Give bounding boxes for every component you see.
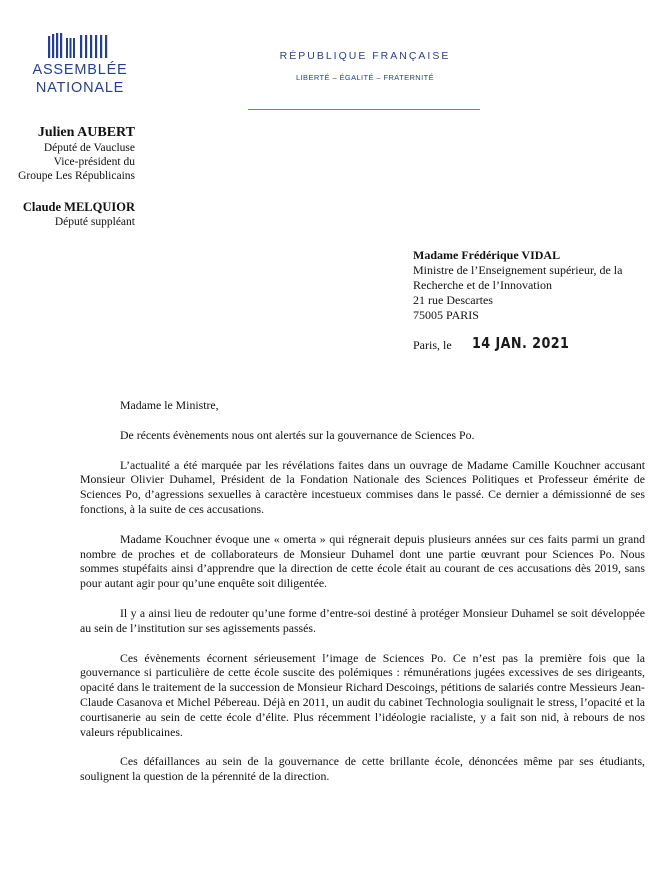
- paragraph-1: De récents évènements nous ont alertés sur la gouvernance de Sciences Po.: [120, 427, 475, 442]
- logo-line-2: NATIONALE: [35, 80, 125, 96]
- recipient-line-1: Ministre de l’Enseignement supérieur, de la: [413, 263, 623, 277]
- republic-header: [240, 50, 490, 82]
- recipient-name: Madame Frédérique VIDAL: [413, 248, 561, 262]
- recipient-block: [413, 248, 663, 323]
- letter-body: [80, 398, 645, 784]
- republic-motto: LIBERTÉ – ÉGALITÉ – FRATERNITÉ: [295, 73, 434, 82]
- paragraph-2: L’actualité a été marquée par les révélations faites dans un ouvrage de Madame Camille Kouchner accusant Monsieur Olivier Duhamel, Président de la Fondation Nationale des Sciences Politiques et Professeur émérite de Sciences Po, d’agressions sexuelles à caractère incestueux commises dans le passé. Ce dernier a démissionné de ses fonctions, à la suite de ces accusations.: [80, 457, 645, 516]
- logo-line-1: ASSEMBLÉE: [32, 62, 128, 78]
- hemicycle-icon: [44, 30, 116, 60]
- date-stamp: 14 JAN. 2021: [472, 334, 570, 352]
- substitute-name: Claude MELQUIOR: [22, 200, 135, 214]
- sender-role-2: Vice-président du: [53, 156, 135, 168]
- recipient-line-3: 21 rue Descartes: [413, 293, 493, 307]
- header-divider: [248, 109, 480, 110]
- republic-title: RÉPUBLIQUE FRANÇAISE: [279, 50, 451, 62]
- sender-name: Julien AUBERT: [37, 125, 135, 140]
- paragraph-3: Madame Kouchner évoque une « omerta » qui régnerait depuis plusieurs années sur ces faits parmi un grand nombre de proches et de collaborateurs de Monsieur Duhamel dont une partie œuvrant pour Sciences Po. Nous sommes stupéfaits ainsi d’apprendre que la direction de cette école était au courant de ces accusations dès 2019, sans pour autant agir pour qu’une enquête soit diligentée.: [80, 531, 645, 591]
- dateline-place: Paris, le: [413, 338, 452, 352]
- substitute-role: Député suppléant: [54, 216, 135, 228]
- paragraph-6: Ces défaillances au sein de la gouvernance de cette brillante école, dénoncées même par ses étudiants, soulignent la question de la pérennité de la direction.: [80, 754, 645, 784]
- substitute-block: [0, 200, 135, 229]
- paragraph-4: Il y a ainsi lieu de redouter qu’une forme d’entre-soi destiné à protéger Monsieur Duhamel se soit développée au sein de l’institution sur ses agissements passés.: [80, 605, 645, 635]
- sender-role-1: Député de Vaucluse: [43, 142, 135, 154]
- paragraph-5: Ces évènements écornent sérieusement l’image de Sciences Po. Ce n’est pas la première fois que la gouvernance si particulière de cette école suscite des polémiques : rémunérations jugées excessives de ses dirigeants, opacité dans le traitement de la succession de Monsieur Richard Descoings, pétitions de salariés contre Messieurs Jean-Claude Casanova et Michel Pébereau. Déjà en 2011, un audit du cabinet Technologia soulignait le stress, l’opacité et la courtisanerie au sein de cette école d’élite. Plus récemment l’idéologie racialiste, y a fait son nid, à rebours de nos valeurs républicaines.: [80, 650, 645, 739]
- salutation: Madame le Ministre,: [120, 398, 219, 412]
- assemblee-nationale-logo: [30, 30, 130, 96]
- sender-role-3: Groupe Les Républicains: [18, 170, 135, 182]
- recipient-line-4: 75005 PARIS: [413, 308, 479, 322]
- recipient-line-2: Recherche et de l’Innovation: [413, 278, 552, 292]
- sender-block: [0, 124, 135, 183]
